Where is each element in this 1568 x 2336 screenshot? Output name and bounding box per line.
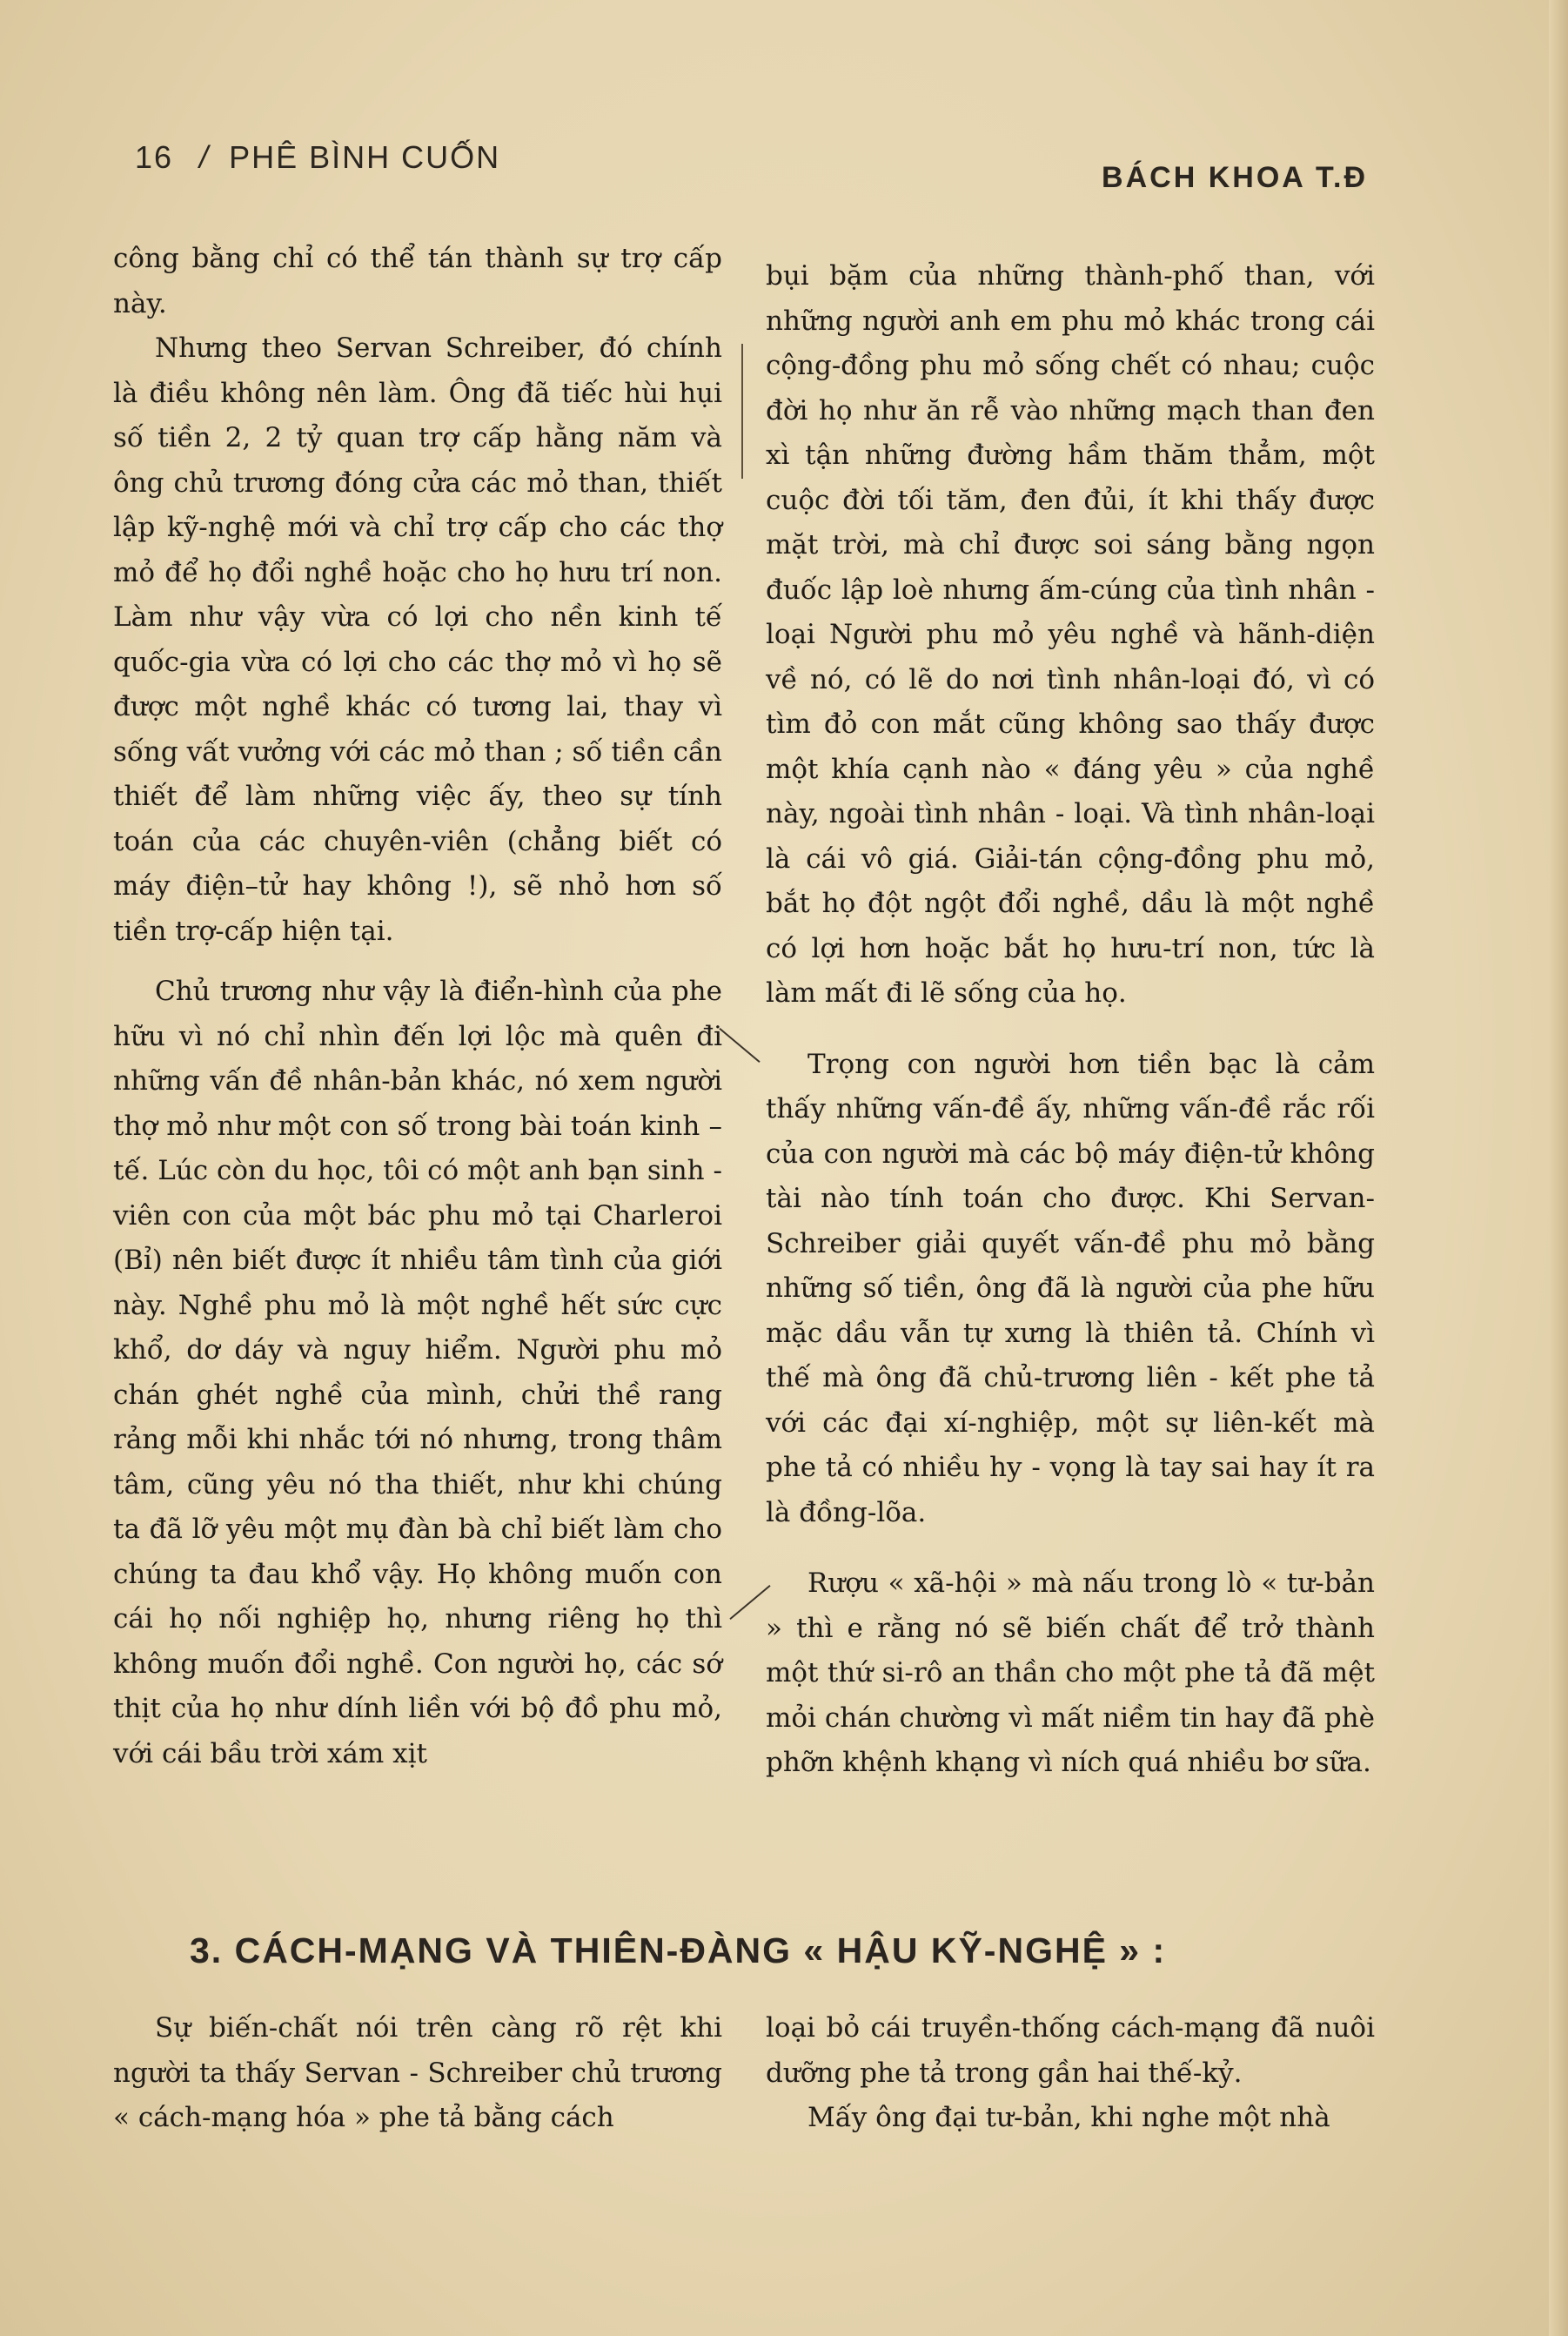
paragraph: Rượu « xã-hội » mà nấu trong lò « tư-bản » thì e rằng nó sẽ biến chất để trở thành một thứ si-rô an thần cho một phe tả đã mệt mỏi chán chường vì mất niềm tin hay đã phè phỡn khệnh khạng vì ních quá nhiều bơ sữa. [766, 1567, 1375, 1778]
paragraph: Nhưng theo Servan Schreiber, đó chính là điều không nên làm. Ông đã tiếc hùi hụi số tiền 2, 2 tỷ quan trợ cấp hằng năm và ông chủ trương đóng cửa các mỏ than, thiết lập kỹ-nghệ mới và chỉ trợ cấp cho các thợ mỏ để họ đổi nghề hoặc cho họ hưu trí non. Làm như vậy vừa có lợi cho nền kinh tế quốc-gia vừa có lợi cho các thợ mỏ vì họ sẽ được một nghề khác có tương lai, thay vì sống vất vưởng với các mỏ than ; số tiền cần thiết để làm những việc ấy, theo sự tính toán của các chuyên-viên (chẳng biết có máy điện–tử hay không !), sẽ nhỏ hơn số tiền trợ-cấp hiện tại. [113, 332, 722, 947]
header-section-title: PHÊ BÌNH CUỐN [229, 139, 501, 175]
margin-bracket-mark [741, 344, 748, 479]
paragraph: Mấy ông đại tư-bản, khi nghe một nhà [807, 2102, 1330, 2133]
bottom-left-column [113, 2006, 722, 2141]
left-column [113, 237, 722, 1776]
paragraph: Sự biến-chất nói trên càng rõ rệt khi người ta thấy Servan - Schreiber chủ trương « cách-mạng hóa » phe tả bằng cách [113, 2012, 722, 2133]
paragraph: công bằng chỉ có thể tán thành sự trợ cấp này. [113, 243, 722, 319]
paragraph: Chủ trương như vậy là điển-hình của phe hữu vì nó chỉ nhìn đến lợi lộc mà quên đi những vấn đề nhân-bản khác, nó xem người thợ mỏ như một con số trong bài toán kinh – tế. Lúc còn du học, tôi có một anh bạn sinh - viên con của một bác phu mỏ tại Charleroi (Bỉ) nên biết được ít nhiều tâm tình của giới này. Nghề phu mỏ là một nghề hết sức cực khổ, dơ dáy và nguy hiểm. Người phu mỏ chán ghét nghề của mình, chửi thề rang rảng mỗi khi nhắc tới nó nhưng, trong thâm tâm, cũng yêu nó tha thiết, như khi chúng ta đã lỡ yêu một mụ đàn bà chỉ biết làm cho chúng ta đau khổ vậy. Họ không muốn con cái họ nối nghiệp họ, nhưng riêng họ thì không muốn đổi nghề. Con người họ, các sớ thịt của họ như dính liền với bộ đồ phu mỏ, với cái bầu trời xám xịt [113, 976, 722, 1769]
page-edge [1549, 0, 1568, 2336]
section-heading: 3. CÁCH-MẠNG VÀ THIÊN-ĐÀNG « HẬU KỸ-NGHỆ » : [190, 1930, 1167, 1970]
running-header-left [135, 139, 500, 176]
margin-pen-mark [729, 1585, 770, 1620]
page-number: 16 [135, 139, 174, 175]
margin-pen-mark [719, 1028, 760, 1063]
paragraph: bụi bặm của những thành-phố than, với những người anh em phu mỏ khác trong cái cộng-đồng phu mỏ sống chết có nhau; cuộc đời họ như ăn rễ vào những mạch than đen xì tận những đường hầm thăm thẳm, một cuộc đời tối tăm, đen đủi, ít khi thấy được mặt trời, mà chỉ được soi sáng bằng ngọn đuốc lập loè nhưng ấm-cúng của tình nhân - loại Người phu mỏ yêu nghề và hãnh-diện về nó, có lẽ do nơi tình nhân-loại đó, vì có tìm đỏ con mắt cũng không sao thấy được một khía cạnh nào « đáng yêu » của nghề này, ngoài tình nhân - loại. Và tình nhân-loại là cái vô giá. Giải-tán cộng-đồng phu mỏ, bắt họ đột ngột đổi nghề, dầu là một nghề có lợi hơn hoặc bắt họ hưu-trí non, tức là làm mất đi lẽ sống của họ. [766, 260, 1375, 1009]
header-separator: / [199, 139, 211, 175]
right-column [766, 254, 1375, 1786]
paragraph: loại bỏ cái truyền-thống cách-mạng đã nuôi dưỡng phe tả trong gần hai thế-kỷ. [766, 2012, 1375, 2089]
bottom-right-column [766, 2006, 1375, 2141]
running-header-right: BÁCH KHOA T.Đ [1102, 161, 1368, 194]
paragraph: Trọng con người hơn tiền bạc là cảm thấy những vấn-đề ấy, những vấn-đề rắc rối của con người mà các bộ máy điện-tử không tài nào tính toán cho được. Khi Servan-Schreiber giải quyết vấn-đề phu mỏ bằng những số tiền, ông đã là người của phe hữu mặc dầu vẫn tự xưng là thiên tả. Chính vì thế mà ông đã chủ-trương liên - kết phe tả với các đại xí-nghiệp, một sự liên-kết mà phe tả có nhiều hy - vọng là tay sai hay ít ra là đồng-lõa. [766, 1048, 1375, 1528]
